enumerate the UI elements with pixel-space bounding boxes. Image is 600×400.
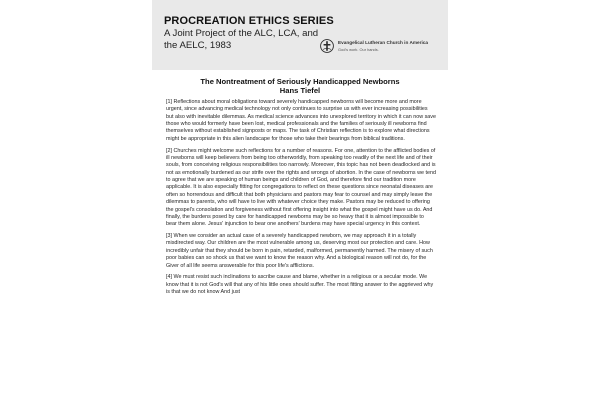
elca-cross-logo-icon	[320, 39, 334, 53]
series-subtitle: A Joint Project of the ALC, LCA, and the AELC, 1983	[164, 28, 319, 51]
elca-logo[interactable]	[320, 37, 446, 59]
document-page	[152, 0, 448, 400]
article-title: The Nontreatment of Seriously Handicapped Newborns	[200, 77, 400, 86]
paragraph: [1] Reflections about moral obligations toward severely handicapped newborns will become more and more urgent, since advancing medical technology not only continues to surprise us with ever increasing possibilities but also with inevitable dilemmas. As medical science advances into unexplored territory in which it can now save those who would formerly have been lost, medical professionals and the families of seriously ill newborns find themselves without established signposts or maps. The task of Christian reflection is to explore what directions might be appropriate in this alien landscape for those who take their bearings from biblical traditions.	[166, 99, 436, 142]
logo-tagline: God's work. Our hands.	[338, 47, 379, 52]
paragraph: [2] Churches might welcome such reflections for a number of reasons. For one, attention to the afflicted bodies of ill newborns will keep believers from being too otherworldly, from speaking too readily of the next life and of their souls, from conceiving religious responsibilities too narrowly. Moreover, this topic has not been deadlocked and is not as emotionally burdened as our strife over the rights and wrongs of abortion. In the case of newborns we tend to agree that we are speaking of human beings and children of God, and therefore find our tradition more applicable. It is also especially fitting for congregations to reflect on these questions since neonatal diseases are often so horrendous and difficult that both physicians and pastors may fear to counsel and may simply leave the dilemmas to parents, who will have to live with whatever choice they make. Pastors may be reduced to offering the gospel's consolation and forgiveness without first offering insight into what the gospel might have us do. And finally, the burdens posed by care for handicapped newborns may be so heavy that it is almost impossible to bear them alone. Jesus' injunction to bear one anothers' burdens may have special urgency in this context.	[166, 147, 436, 228]
article-author: Hans Tiefel	[279, 86, 321, 95]
paragraph: [3] When we consider an actual case of a severely handicapped newborn, we may approach it in a totally misdirected way. Our children are the most vulnerable among us, deserving most our protection and care. How incredibly unfair that they should be born in pain, retarded, malformed, permanently harmed. The misery of such poor babies can so shock us that we want to know the reason why. And a biological reason will not do, for the Giver of all life seems answerable for this poor life's afflictions.	[166, 233, 433, 269]
article-body	[166, 99, 436, 301]
paragraph: [4] We must resist such inclinations to ascribe cause and blame, whether in a religious or a secular mode. We know that it is not God's will that any of his little ones should suffer. The most fitting answer to the aggrieved why is that we do not know And just	[166, 274, 434, 296]
series-title: PROCREATION ETHICS SERIES	[164, 15, 334, 27]
logo-name: Evangelical Lutheran Church in America	[338, 40, 428, 45]
series-banner	[152, 0, 448, 70]
